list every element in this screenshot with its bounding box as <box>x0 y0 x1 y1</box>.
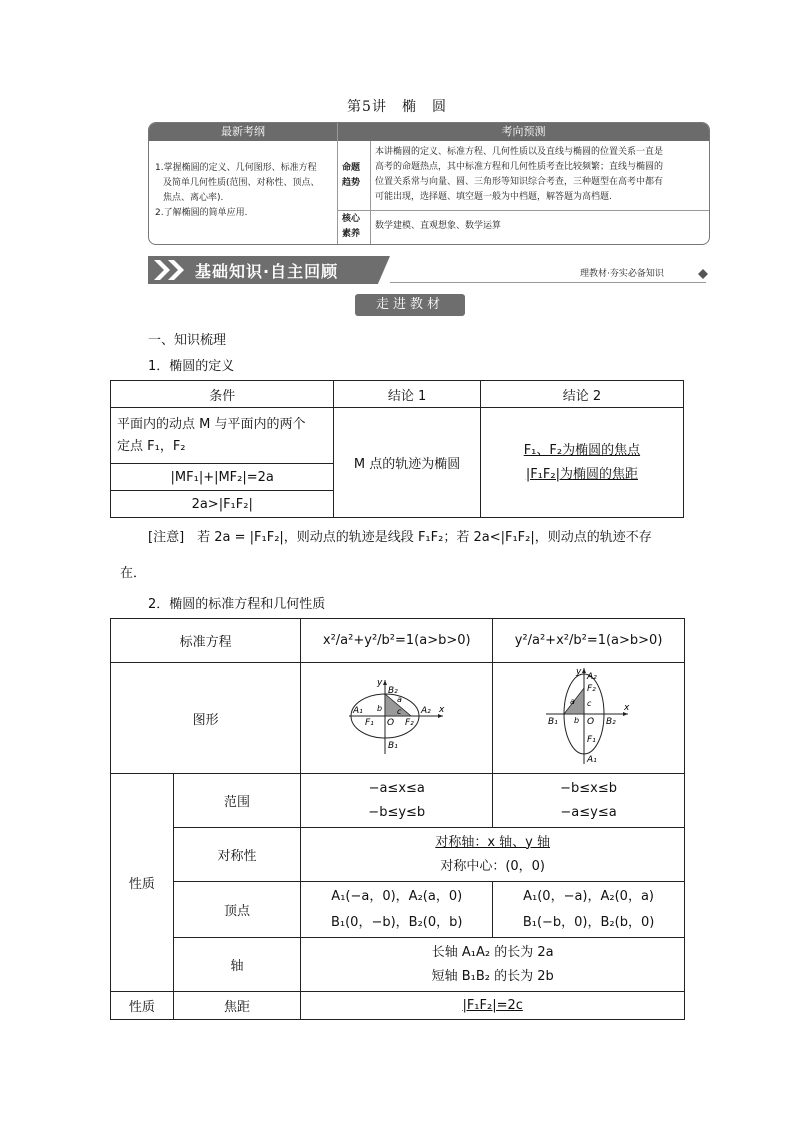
outline-right-header: 考向预测 <box>338 123 709 141</box>
svg-text:A₁: A₁ <box>352 706 363 716</box>
svg-text:F₂: F₂ <box>404 718 414 728</box>
literacy-label: 核心 素养 <box>342 214 361 239</box>
t2-sym-header: 对称性 <box>173 828 301 882</box>
svg-text:c: c <box>586 699 591 708</box>
t2-vertex-header: 顶点 <box>173 882 301 938</box>
t1-cond2: |MF₁|+|MF₂|=2a <box>111 464 334 491</box>
t1-header-conclusion2: 结论 2 <box>480 381 683 408</box>
svg-text:b: b <box>573 716 579 725</box>
trend-text: 本讲椭圆的定义、标准方程、几何性质以及直线与椭圆的位置关系一直是 高考的命题热点，其中标准方程和几何性质考查比较频繁；直线与椭圆的 位置关系常与向量、圆、三角形等知识综合考查，三种题型在高考中都有 可能出现，选择题、填空题一般为中档题，解答题为高档题. <box>375 147 664 202</box>
t2-sym: 对称轴：x 轴、y 轴 对称中心：(0，0) <box>301 828 685 882</box>
page-title: 第5讲 椭 圆 <box>347 99 447 115</box>
outline-box <box>148 122 710 245</box>
banner-divider <box>390 282 706 283</box>
t2-axis-header: 轴 <box>173 938 301 992</box>
t2-focal: |F₁F₂|=2c <box>301 992 685 1020</box>
svg-text:B₂: B₂ <box>605 717 616 727</box>
svg-text:A₂: A₂ <box>586 672 597 682</box>
t1-cond1: 平面内的动点 M 与平面内的两个 定点 F₁，F₂ <box>111 408 334 464</box>
t2-vertex1: A₁(−a，0)，A₂(a，0) B₁(0，−b)，B₂(0，b) <box>301 882 493 938</box>
svg-text:O: O <box>586 717 594 727</box>
svg-text:x: x <box>623 703 629 713</box>
double-chevron-icon <box>152 258 192 282</box>
svg-text:a: a <box>396 695 402 704</box>
svg-text:F₁: F₁ <box>364 718 374 728</box>
svg-text:c: c <box>396 707 402 716</box>
svg-text:F₂: F₂ <box>586 684 596 694</box>
t2-range1: −a≤x≤a −b≤y≤b <box>301 774 493 828</box>
horizontal-ellipse-figure <box>347 676 447 756</box>
t2-fig2 <box>493 663 685 774</box>
t2-focal-header: 焦距 <box>173 992 301 1020</box>
t1-cond3: 2a>|F₁F₂| <box>111 491 334 518</box>
note-line2: 在． <box>120 566 147 581</box>
outline-left-items: 1.掌握椭圆的定义、几何图形、标准方程 及简单几何性质(范围、对称性、顶点、 焦点、离心率). 2.了解椭圆的简单应用. <box>155 163 320 218</box>
svg-text:A₁: A₁ <box>586 755 597 765</box>
t2-fig1 <box>301 663 493 774</box>
t1-concl1: M 点的轨迹为椭圆 <box>334 408 480 518</box>
t2-eq1: x²/a²+y²/b²=1(a>b>0) <box>301 619 493 663</box>
note-line1: [注意] 若 2a = |F₁F₂|，则动点的轨迹是线段 F₁F₂；若 2a<|F₁F₂|，则动点的轨迹不存 <box>148 530 652 545</box>
t2-prop2-header: 性质 <box>111 992 174 1020</box>
svg-text:A₂: A₂ <box>420 706 431 716</box>
svg-text:a: a <box>569 697 575 706</box>
t2-eq2: y²/a²+x²/b²=1(a>b>0) <box>493 619 685 663</box>
svg-text:y: y <box>376 678 383 688</box>
svg-text:x: x <box>438 705 445 715</box>
t2-prop-header: 性质 <box>111 774 174 992</box>
svg-text:B₁: B₁ <box>387 741 398 751</box>
t2-std-header: 标准方程 <box>111 619 301 663</box>
heading-definition: 1．椭圆的定义 <box>148 359 235 374</box>
banner-title: 基础知识·自主回顾 <box>195 262 339 281</box>
trend-label: 命题 趋势 <box>342 163 361 188</box>
properties-table <box>110 618 685 1020</box>
definition-table <box>110 380 684 518</box>
svg-text:b: b <box>376 704 382 713</box>
literacy-text: 数学建模、直观想象、数学运算 <box>375 221 502 231</box>
t1-header-conclusion1: 结论 1 <box>334 381 480 408</box>
t1-header-condition: 条件 <box>111 381 334 408</box>
outline-left-header: 最新考纲 <box>149 123 337 141</box>
t2-axis: 长轴 A₁A₂ 的长为 2a 短轴 B₁B₂ 的长为 2b <box>301 938 685 992</box>
svg-text:B₁: B₁ <box>547 717 558 727</box>
t1-concl2: F₁、F₂为椭圆的焦点 |F₁F₂|为椭圆的焦距 <box>480 408 683 518</box>
t2-range-header: 范围 <box>173 774 301 828</box>
svg-text:y: y <box>575 667 581 677</box>
diamond-icon <box>698 269 708 279</box>
svg-text:B₂: B₂ <box>387 686 398 696</box>
svg-text:F₁: F₁ <box>586 735 596 745</box>
heading-knowledge: 一、知识梳理 <box>148 333 227 348</box>
banner-subtitle: 理教材·夯实必备知识 <box>580 269 664 279</box>
t2-range2: −b≤x≤b −a≤y≤a <box>493 774 685 828</box>
heading-properties: 2．椭圆的标准方程和几何性质 <box>148 597 326 612</box>
section-pill: 走进教材 <box>355 294 465 316</box>
t2-vertex2: A₁(0，−a)，A₂(0，a) B₁(−b，0)，B₂(b，0) <box>493 882 685 938</box>
t2-fig-header: 图形 <box>111 663 301 774</box>
svg-text:O: O <box>386 718 394 728</box>
vertical-ellipse-figure <box>544 666 634 766</box>
